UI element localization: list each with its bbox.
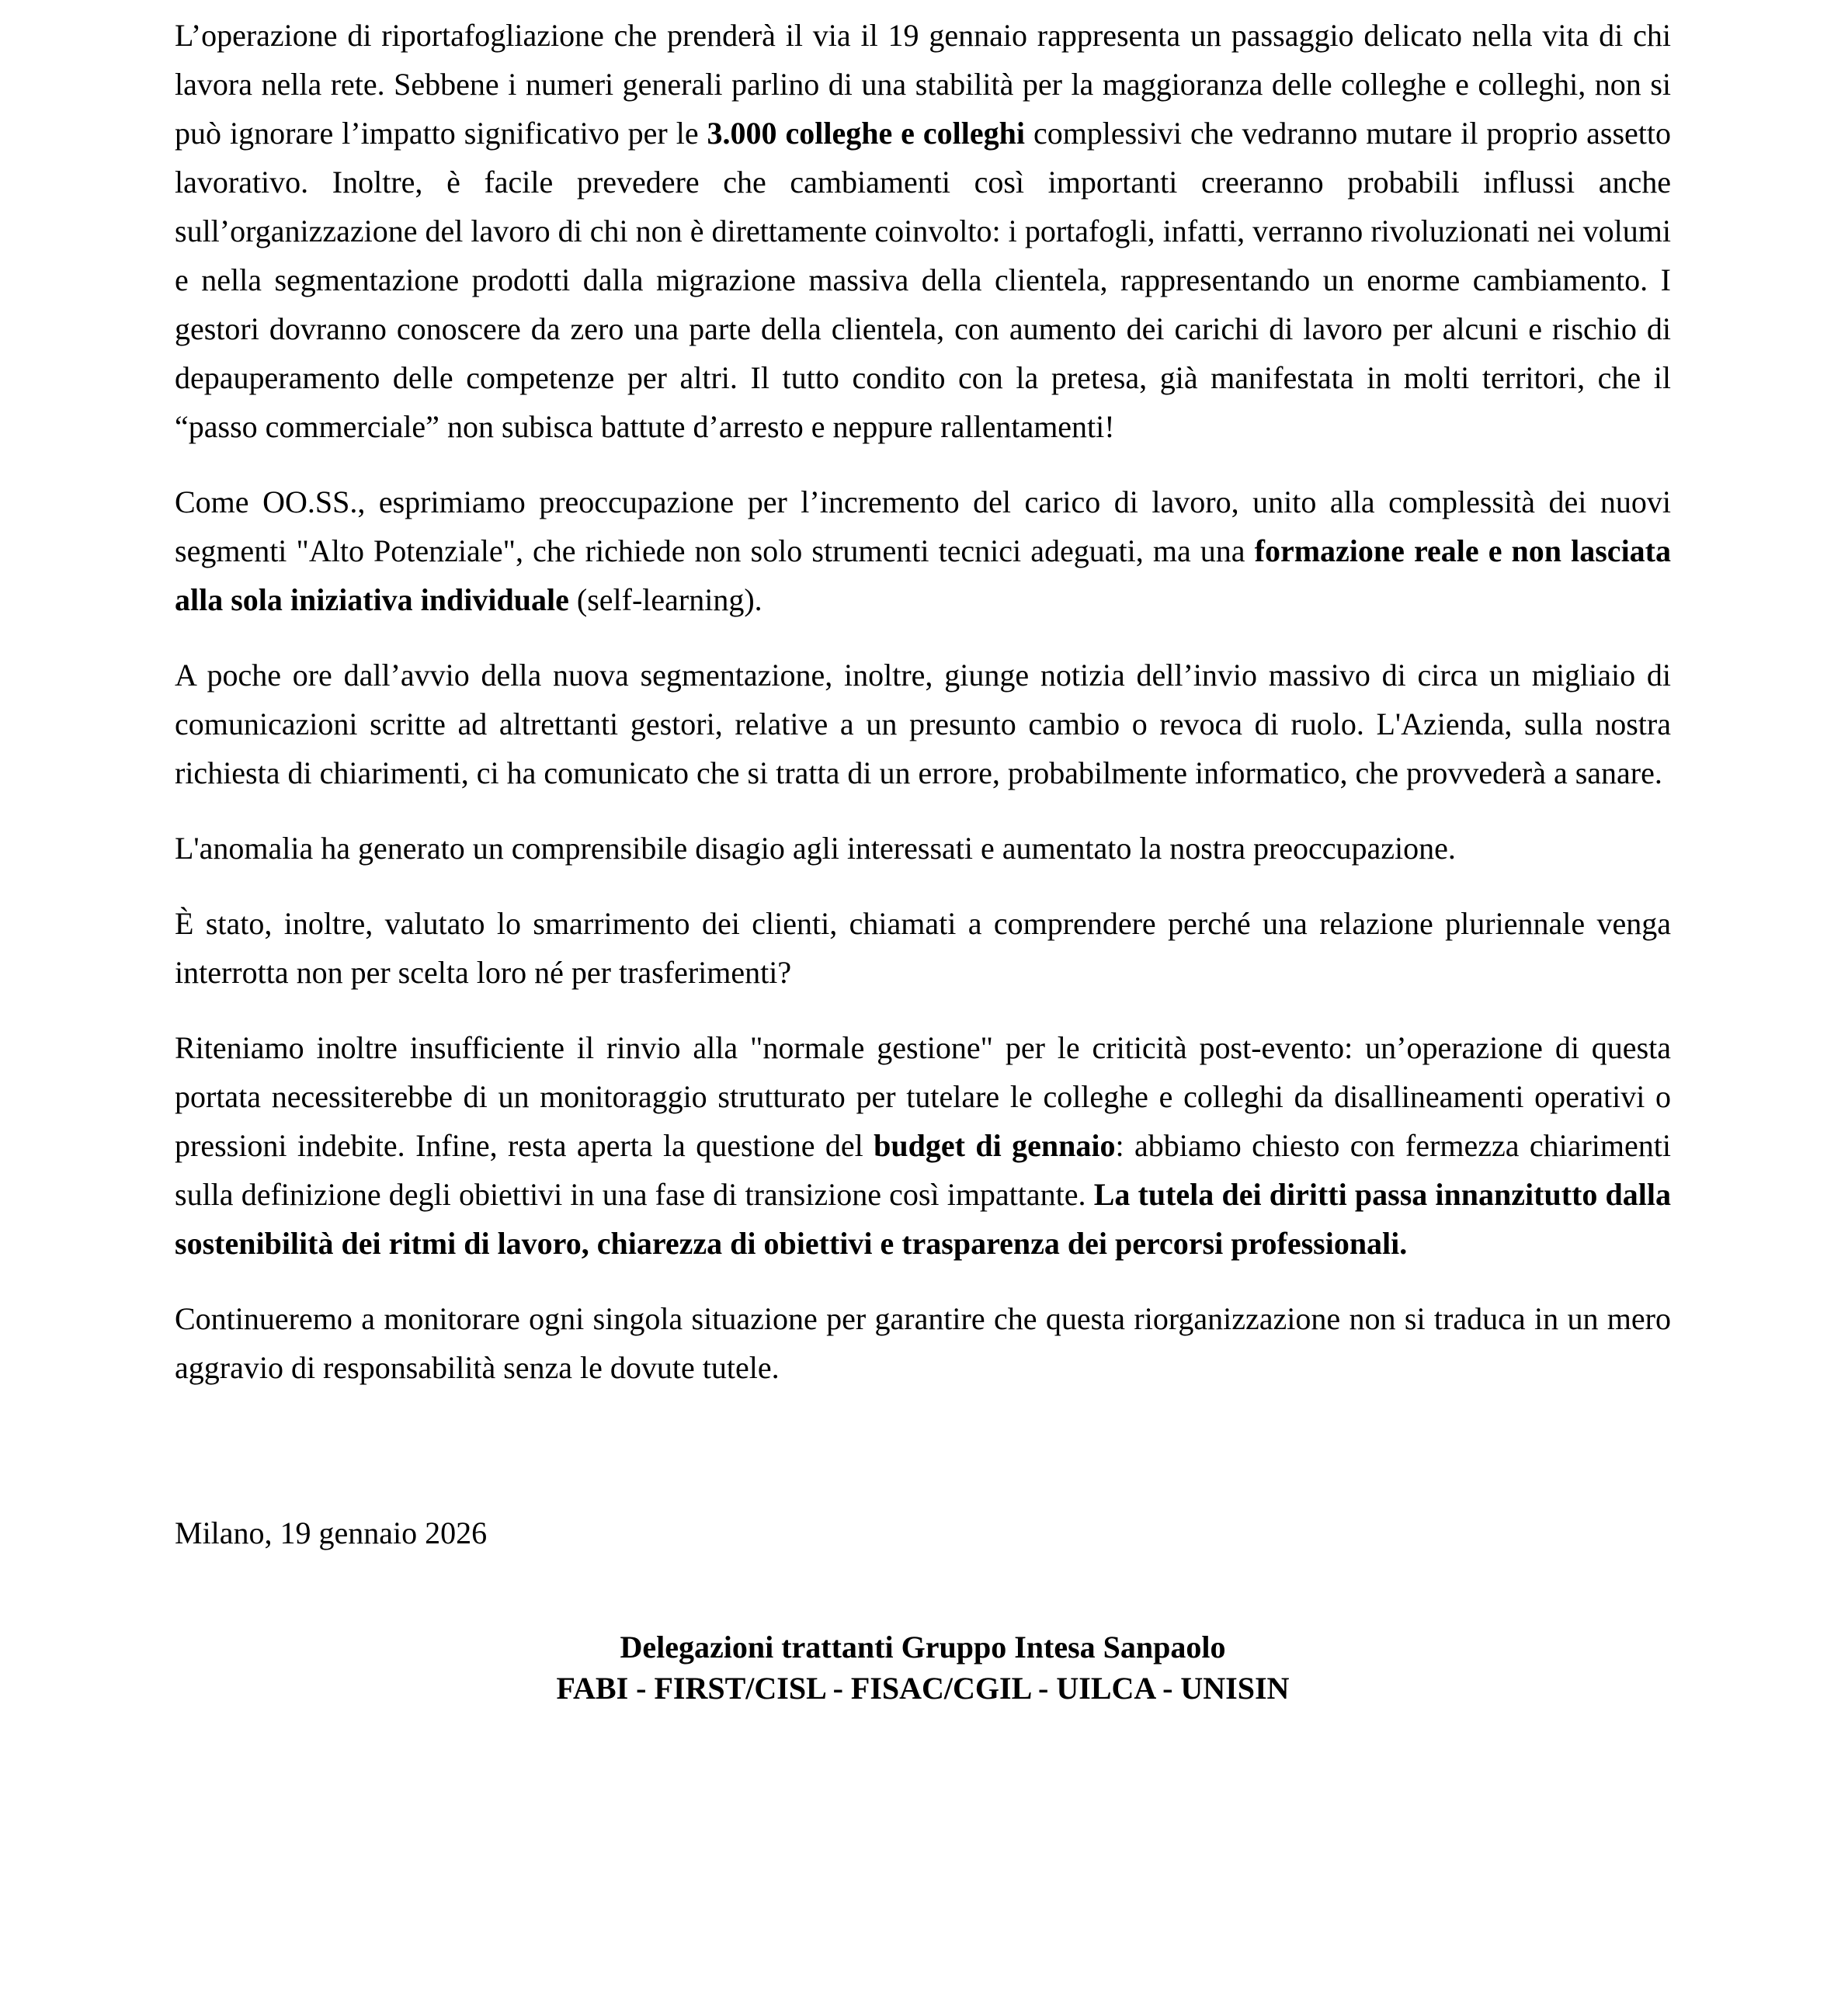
signature-delegations: Delegazioni trattanti Gruppo Intesa Sanpaolo	[620, 1630, 1226, 1665]
paragraph-monitoraggio	[175, 1294, 1671, 1392]
bold-text-segment: budget di gennaio	[874, 1128, 1116, 1163]
paragraph-oo-ss	[175, 477, 1671, 624]
text-segment: Riteniamo inoltre insufficiente il rinvio alla "normale gestione" per le criticità post-evento: un’operazione di questa portata necessiterebbe di un monitoraggio strutturato per tutelare le colleghe e colleghi da disallineamenti operativi o pressioni indebite. Infine, resta aperta la questione del	[175, 1030, 1671, 1163]
document-content	[175, 11, 1671, 1709]
signature-unions: FABI - FIRST/CISL - FISAC/CGIL - UILCA - UNISIN	[556, 1671, 1290, 1706]
paragraph-comunicazioni	[175, 651, 1671, 797]
paragraph-smarrimento-clienti	[175, 899, 1671, 997]
text-segment: : abbiamo chiesto con fermezza chiarimenti sulla definizione degli obiettivi in una fase di transizione così impattante.	[175, 1128, 1671, 1212]
bold-text-segment: La tutela dei diritti passa innanzitutto dalla sostenibilità dei ritmi di lavoro, chiarezza di obiettivi e trasparenza dei percorsi professionali.	[175, 1177, 1671, 1261]
text-segment: A poche ore dall’avvio della nuova segmentazione, inoltre, giunge notizia dell’invio massivo di circa un migliaio di comunicazioni scritte ad altrettanti gestori, relative a un presunto cambio o revoca di ruolo. L'Azienda, sulla nostra richiesta di chiarimenti, ci ha comunicato che si tratta di un errore, probabilmente informatico, che provvederà a sanare.	[175, 658, 1671, 790]
text-segment: È stato, inoltre, valutato lo smarrimento dei clienti, chiamati a comprendere perché una relazione pluriennale venga interrotta non per scelta loro né per trasferimenti?	[175, 906, 1671, 990]
bold-text-segment: 3.000 colleghe e colleghi	[707, 116, 1025, 151]
text-segment: L'anomalia ha generato un comprensibile disagio agli interessati e aumentato la nostra preoccupazione.	[175, 831, 1456, 866]
text-segment: Come OO.SS., esprimiamo preoccupazione per l’incremento del carico di lavoro, unito alla complessità dei nuovi segmenti "Alto Potenziale", che richiede non solo strumenti tecnici adeguati, ma una	[175, 484, 1671, 568]
dateline: Milano, 19 gennaio 2026	[175, 1515, 488, 1550]
signature-block	[175, 1626, 1671, 1709]
text-segment: Continueremo a monitorare ogni singola situazione per garantire che questa riorganizzazione non si traduca in un mero aggravio di responsabilità senza le dovute tutele.	[175, 1301, 1671, 1385]
text-segment: complessivi che vedranno mutare il proprio assetto lavorativo. Inoltre, è facile prevedere che cambiamenti così importanti creeranno probabili influssi anche sull’organizzazione del lavoro di chi non è direttamente coinvolto: i portafogli, infatti, verranno rivoluzionati nei volumi e nella segmentazione prodotti dalla migrazione massiva della clientela, rappresentando un enorme cambiamento. I gestori dovranno conoscere da zero una parte della clientela, con aumento dei carichi di lavoro per alcuni e rischio di depauperamento delle competenze per altri. Il tutto condito con la pretesa, già manifestata in molti territori, che il “passo commerciale” non subisca battute d’arresto e neppure rallentamenti!	[175, 116, 1671, 444]
bold-text-segment: formazione reale e non lasciata alla sola iniziativa individuale	[175, 533, 1671, 617]
text-segment: (self-learning).	[568, 582, 762, 617]
text-segment: L’operazione di riportafogliazione che prenderà il via il 19 gennaio rappresenta un passaggio delicato nella vita di chi lavora nella rete. Sebbene i numeri generali parlino di una stabilità per la maggioranza delle colleghe e colleghi, non si può ignorare l’impatto significativo per le	[175, 18, 1671, 151]
paragraph-anomalia	[175, 824, 1671, 873]
paragraph-normale-gestione	[175, 1023, 1671, 1268]
paragraph-riportafogliazione	[175, 11, 1671, 451]
